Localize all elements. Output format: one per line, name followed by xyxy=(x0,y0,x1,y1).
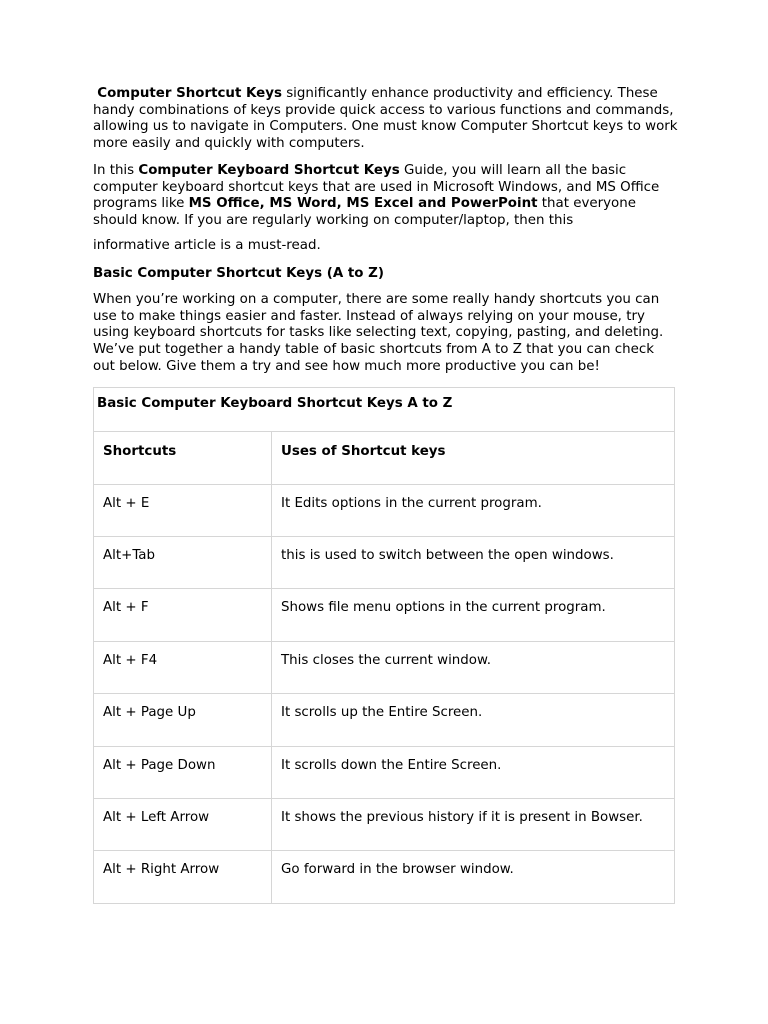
table-row xyxy=(94,798,675,850)
table-row xyxy=(94,851,675,903)
usage-cell: It shows the previous history if it is present in Bowser. xyxy=(272,798,675,850)
table-row xyxy=(94,484,675,536)
intro-bold-guide: Computer Keyboard Shortcut Keys xyxy=(138,162,400,178)
intro-text-2a: In this xyxy=(93,162,139,178)
usage-cell: Shows file menu options in the current program. xyxy=(272,589,675,641)
table-caption: Basic Computer Keyboard Shortcut Keys A to Z xyxy=(94,387,675,431)
shortcut-cell: Alt + Page Down xyxy=(94,746,272,798)
intro-paragraph-2-tail: informative article is a must-read. xyxy=(93,237,321,253)
usage-cell: this is used to switch between the open windows. xyxy=(272,536,675,588)
intro-bold-title: Computer Shortcut Keys xyxy=(97,86,282,101)
intro-paragraph-2 xyxy=(93,163,678,230)
intro-bold-programs: MS Office, MS Word, MS Excel and PowerPoint xyxy=(188,196,538,212)
table-caption-row xyxy=(94,387,675,431)
table-header-uses: Uses of Shortcut keys xyxy=(272,431,675,484)
document-page xyxy=(93,86,678,904)
table-row xyxy=(94,589,675,641)
shortcut-cell: Alt + F4 xyxy=(94,641,272,693)
shortcut-cell: Alt + F xyxy=(94,589,272,641)
shortcut-cell: Alt + Page Up xyxy=(94,694,272,746)
table-header-row xyxy=(94,431,675,484)
intro-text-1: significantly enhance productivity and efficiency. These handy combinations of keys provide quick access to various functions and commands, allowing us to navigate in Computers. One must know Computer Shortcut keys to work more easily and quickly with computers. xyxy=(93,86,678,152)
shortcut-cell: Alt + Right Arrow xyxy=(94,851,272,903)
usage-cell: It scrolls up the Entire Screen. xyxy=(272,694,675,746)
usage-cell: It scrolls down the Entire Screen. xyxy=(272,746,675,798)
shortcut-table xyxy=(93,387,675,904)
section-heading: Basic Computer Shortcut Keys (A to Z) xyxy=(93,266,384,282)
usage-cell: This closes the current window. xyxy=(272,641,675,693)
usage-cell: Go forward in the browser window. xyxy=(272,851,675,903)
table-row xyxy=(94,536,675,588)
usage-cell: It Edits options in the current program. xyxy=(272,484,675,536)
intro-text-2b: Guide, you will learn all the basic computer keyboard shortcut keys that are used in Microsoft Windows, and MS Office programs like xyxy=(93,162,660,212)
table-header-shortcuts: Shortcuts xyxy=(94,431,272,484)
intro-text-2c: that everyone should know. If you are regularly working on computer/laptop, then this xyxy=(93,196,636,228)
table-row xyxy=(94,694,675,746)
shortcut-cell: Alt + Left Arrow xyxy=(94,798,272,850)
shortcut-cell: Alt + E xyxy=(94,484,272,536)
table-row xyxy=(94,641,675,693)
shortcut-cell: Alt+Tab xyxy=(94,536,272,588)
table-row xyxy=(94,746,675,798)
intro-paragraph-1 xyxy=(93,86,678,153)
section-body: When you’re working on a computer, there are some really handy shortcuts you can use to make things easier and faster. Instead of always relying on your mouse, try using keyboard shortcuts for tasks like selecting text, copying, pasting, and deleting. We’ve put together a handy table of basic shortcuts from A to Z that you can check out below. Give them a try and see how much more productive you can be! xyxy=(93,292,664,374)
